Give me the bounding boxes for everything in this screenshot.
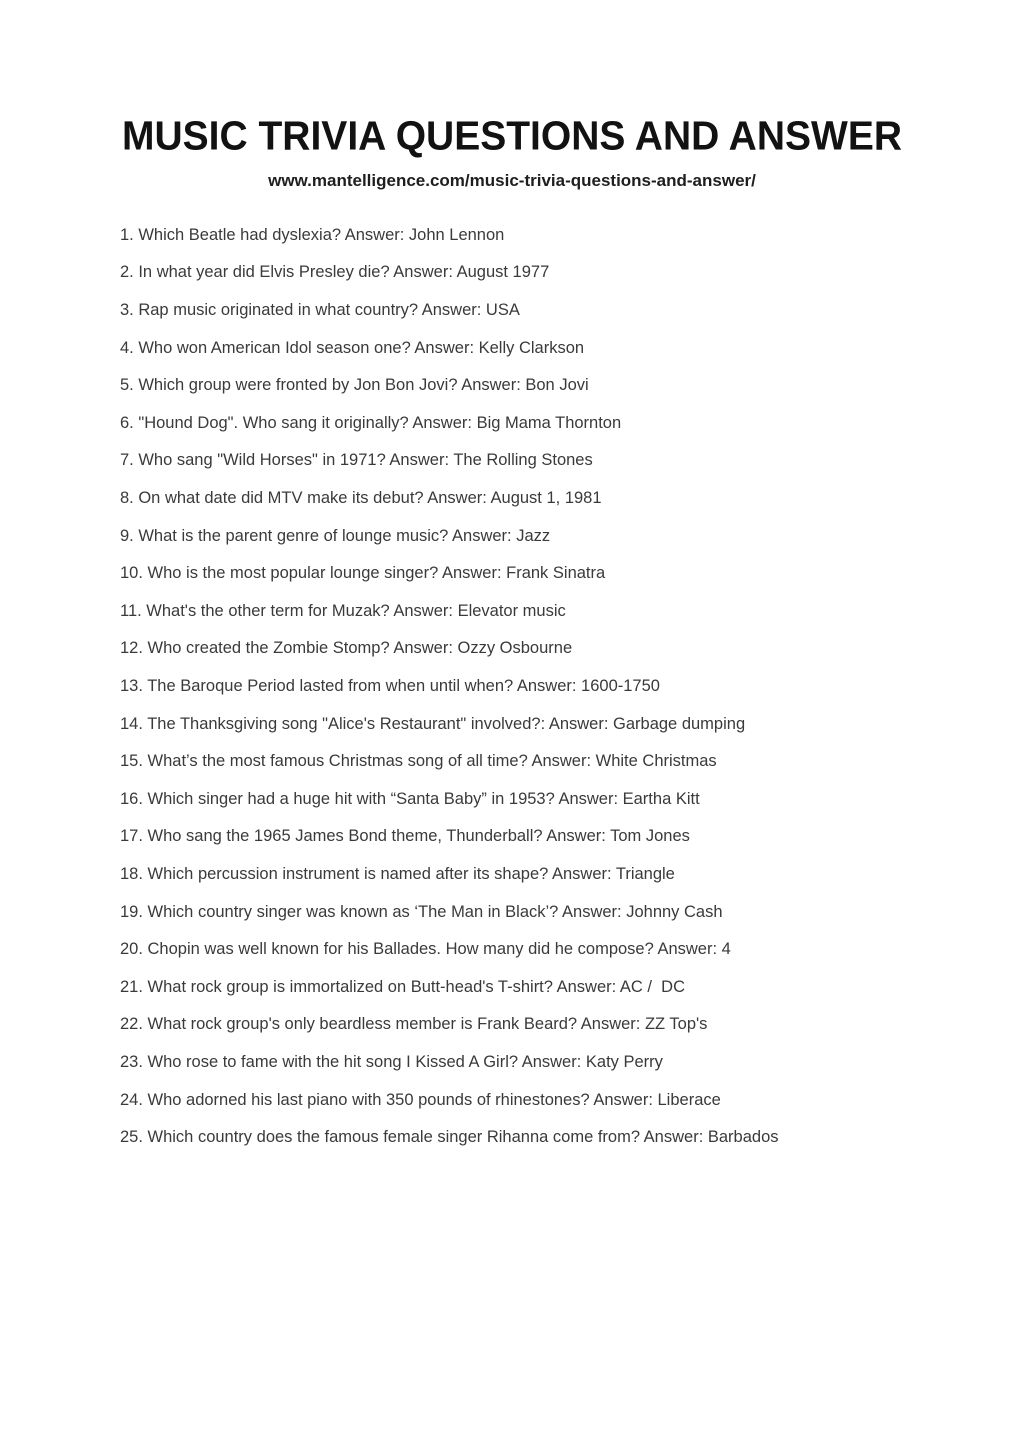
trivia-question-18: 18. Which percussion instrument is named after its shape? Answer: Triangle bbox=[120, 864, 675, 883]
trivia-question-22: 22. What rock group's only beardless member is Frank Beard? Answer: ZZ Top's bbox=[120, 1015, 708, 1034]
trivia-question-1: 1. Which Beatle had dyslexia? Answer: John Lennon bbox=[120, 225, 505, 244]
trivia-question-13: 13. The Baroque Period lasted from when until when? Answer: 1600-1750 bbox=[120, 677, 660, 696]
page-title: MUSIC TRIVIA QUESTIONS AND ANSWER bbox=[121, 114, 903, 159]
trivia-question-9: 9. What is the parent genre of lounge music? Answer: Jazz bbox=[120, 526, 551, 545]
source-url: www.mantelligence.com/music-trivia-questions-and-answer/ bbox=[268, 170, 756, 190]
trivia-question-15: 15. What’s the most famous Christmas song of all time? Answer: White Christmas bbox=[120, 752, 717, 771]
trivia-question-17: 17. Who sang the 1965 James Bond theme, Thunderball? Answer: Tom Jones bbox=[120, 827, 690, 846]
trivia-question-25: 25. Which country does the famous female singer Rihanna come from? Answer: Barbados bbox=[120, 1128, 779, 1147]
trivia-question-7: 7. Who sang "Wild Horses" in 1971? Answer: The Rolling Stones bbox=[120, 451, 593, 470]
trivia-question-12: 12. Who created the Zombie Stomp? Answer: Ozzy Osbourne bbox=[120, 639, 573, 658]
trivia-question-6: 6. "Hound Dog". Who sang it originally? Answer: Big Mama Thornton bbox=[120, 413, 622, 432]
trivia-question-5: 5. Which group were fronted by Jon Bon Jovi? Answer: Bon Jovi bbox=[120, 376, 589, 395]
trivia-question-3: 3. Rap music originated in what country? Answer: USA bbox=[120, 301, 520, 320]
trivia-question-24: 24. Who adorned his last piano with 350 pounds of rhinestones? Answer: Liberace bbox=[120, 1090, 721, 1109]
trivia-question-2: 2. In what year did Elvis Presley die? Answer: August 1977 bbox=[120, 263, 550, 282]
trivia-question-list bbox=[0, 217, 1024, 1157]
trivia-question-19: 19. Which country singer was known as ‘The Man in Black’? Answer: Johnny Cash bbox=[120, 902, 723, 921]
trivia-question-14: 14. The Thanksgiving song "Alice's Restaurant" involved?: Answer: Garbage dumping bbox=[120, 714, 746, 733]
trivia-question-16: 16. Which singer had a huge hit with “Santa Baby” in 1953? Answer: Eartha Kitt bbox=[120, 789, 700, 808]
trivia-question-11: 11. What's the other term for Muzak? Answer: Elevator music bbox=[120, 601, 566, 620]
trivia-question-20: 20. Chopin was well known for his Ballades. How many did he compose? Answer: 4 bbox=[120, 940, 731, 959]
trivia-question-8: 8. On what date did MTV make its debut? Answer: August 1, 1981 bbox=[120, 489, 602, 508]
trivia-question-10: 10. Who is the most popular lounge singer? Answer: Frank Sinatra bbox=[120, 564, 606, 583]
trivia-question-4: 4. Who won American Idol season one? Answer: Kelly Clarkson bbox=[120, 338, 585, 357]
trivia-question-21: 21. What rock group is immortalized on Butt-head's T-shirt? Answer: AC / DC bbox=[120, 977, 685, 996]
trivia-question-23: 23. Who rose to fame with the hit song I Kissed A Girl? Answer: Katy Perry bbox=[120, 1052, 663, 1071]
document-page bbox=[0, 116, 1024, 1441]
